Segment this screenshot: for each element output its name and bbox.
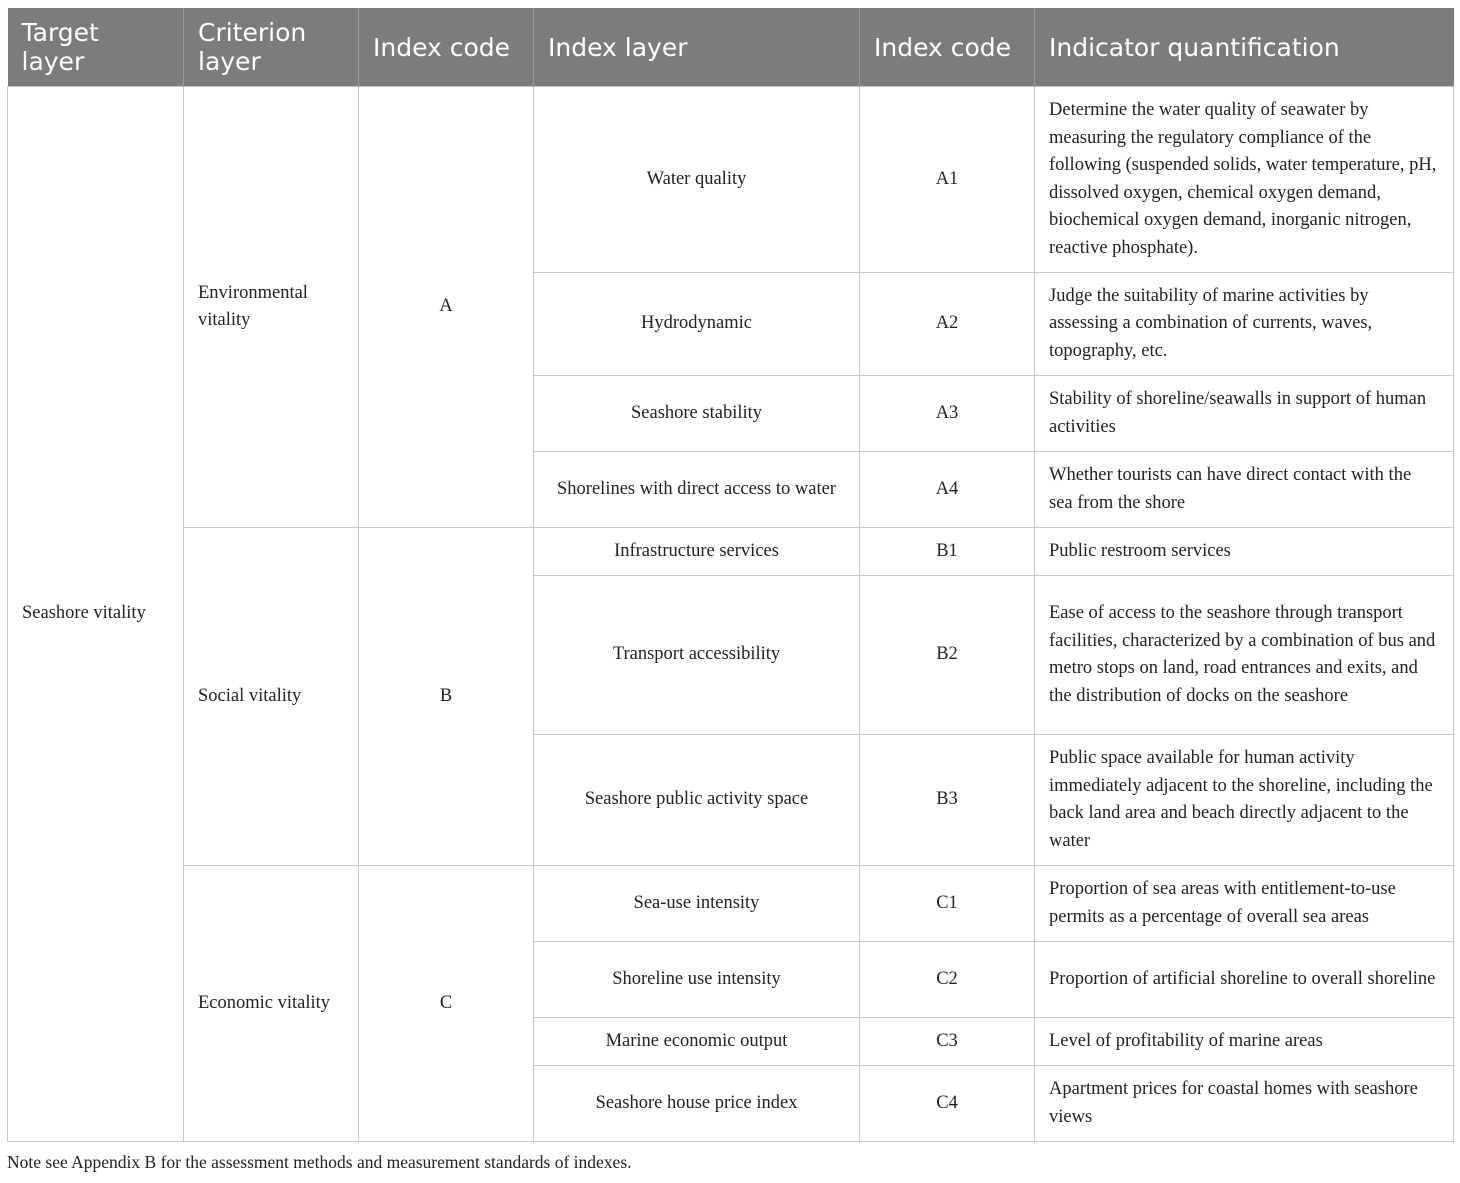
criterion-cell: Economic vitality <box>184 866 359 1142</box>
header-criterion-code: Index code <box>359 8 534 87</box>
index-code-cell: A3 <box>860 376 1035 452</box>
index-desc-cell: Stability of shoreline/seawalls in support of human activities <box>1035 376 1454 452</box>
index-code-cell: C1 <box>860 866 1035 942</box>
indicator-table <box>7 8 1454 1142</box>
index-desc-cell: Level of profitability of marine areas <box>1035 1018 1454 1066</box>
criterion-code-cell: A <box>359 87 534 528</box>
criterion-code-cell: C <box>359 866 534 1142</box>
table-note: Note see Appendix B for the assessment methods and measurement standards of indexes. <box>7 1152 632 1172</box>
index-desc-cell: Public restroom services <box>1035 528 1454 576</box>
header-criterion-layer: Criterion layer <box>184 8 359 87</box>
index-code-cell: A1 <box>860 87 1035 273</box>
header-row <box>8 8 1454 87</box>
header-indicator-quantification: Indicator quantification <box>1035 8 1454 87</box>
index-code-cell: B1 <box>860 528 1035 576</box>
index-desc-cell: Whether tourists can have direct contact with the sea from the shore <box>1035 452 1454 528</box>
index-desc-cell: Judge the suitability of marine activities by assessing a combination of currents, waves, topography, etc. <box>1035 273 1454 376</box>
criterion-cell: Social vitality <box>184 528 359 866</box>
index-name-cell: Hydrodynamic <box>534 273 860 376</box>
index-name-cell: Shoreline use intensity <box>534 942 860 1018</box>
criterion-code-cell: B <box>359 528 534 866</box>
table-row <box>8 866 1454 942</box>
index-code-cell: B2 <box>860 576 1035 735</box>
index-desc-cell: Proportion of artificial shoreline to overall shoreline <box>1035 942 1454 1018</box>
table-container <box>7 8 1453 1142</box>
index-code-cell: A4 <box>860 452 1035 528</box>
index-name-cell: Seashore house price index <box>534 1066 860 1142</box>
index-desc-cell: Ease of access to the seashore through transport facilities, characterized by a combination of bus and metro stops on land, road entrances and exits, and the distribution of docks on the seashore <box>1035 576 1454 735</box>
index-code-cell: B3 <box>860 735 1035 866</box>
table-row <box>8 528 1454 576</box>
index-code-cell: C3 <box>860 1018 1035 1066</box>
index-desc-cell: Public space available for human activity immediately adjacent to the shoreline, including the back land area and beach directly adjacent to the water <box>1035 735 1454 866</box>
index-desc-cell: Proportion of sea areas with entitlement-to-use permits as a percentage of overall sea areas <box>1035 866 1454 942</box>
header-index-code: Index code <box>860 8 1035 87</box>
index-name-cell: Seashore stability <box>534 376 860 452</box>
index-desc-cell: Apartment prices for coastal homes with seashore views <box>1035 1066 1454 1142</box>
index-name-cell: Water quality <box>534 87 860 273</box>
index-code-cell: C2 <box>860 942 1035 1018</box>
index-desc-cell: Determine the water quality of seawater by measuring the regulatory compliance of the following (suspended solids, water temperature, pH, dissolved oxygen, chemical oxygen demand, biochemical oxygen demand, inorganic nitrogen, reactive phosphate). <box>1035 87 1454 273</box>
index-name-cell: Seashore public activity space <box>534 735 860 866</box>
index-name-cell: Sea-use intensity <box>534 866 860 942</box>
index-code-cell: A2 <box>860 273 1035 376</box>
index-name-cell: Shorelines with direct access to water <box>534 452 860 528</box>
index-name-cell: Marine economic output <box>534 1018 860 1066</box>
index-code-cell: C4 <box>860 1066 1035 1142</box>
index-name-cell: Infrastructure services <box>534 528 860 576</box>
criterion-cell: Environmental vitality <box>184 87 359 528</box>
index-name-cell: Transport accessibility <box>534 576 860 735</box>
target-cell: Seashore vitality <box>8 87 184 1142</box>
header-target-layer: Target layer <box>8 8 184 87</box>
header-index-layer: Index layer <box>534 8 860 87</box>
table-row <box>8 87 1454 273</box>
